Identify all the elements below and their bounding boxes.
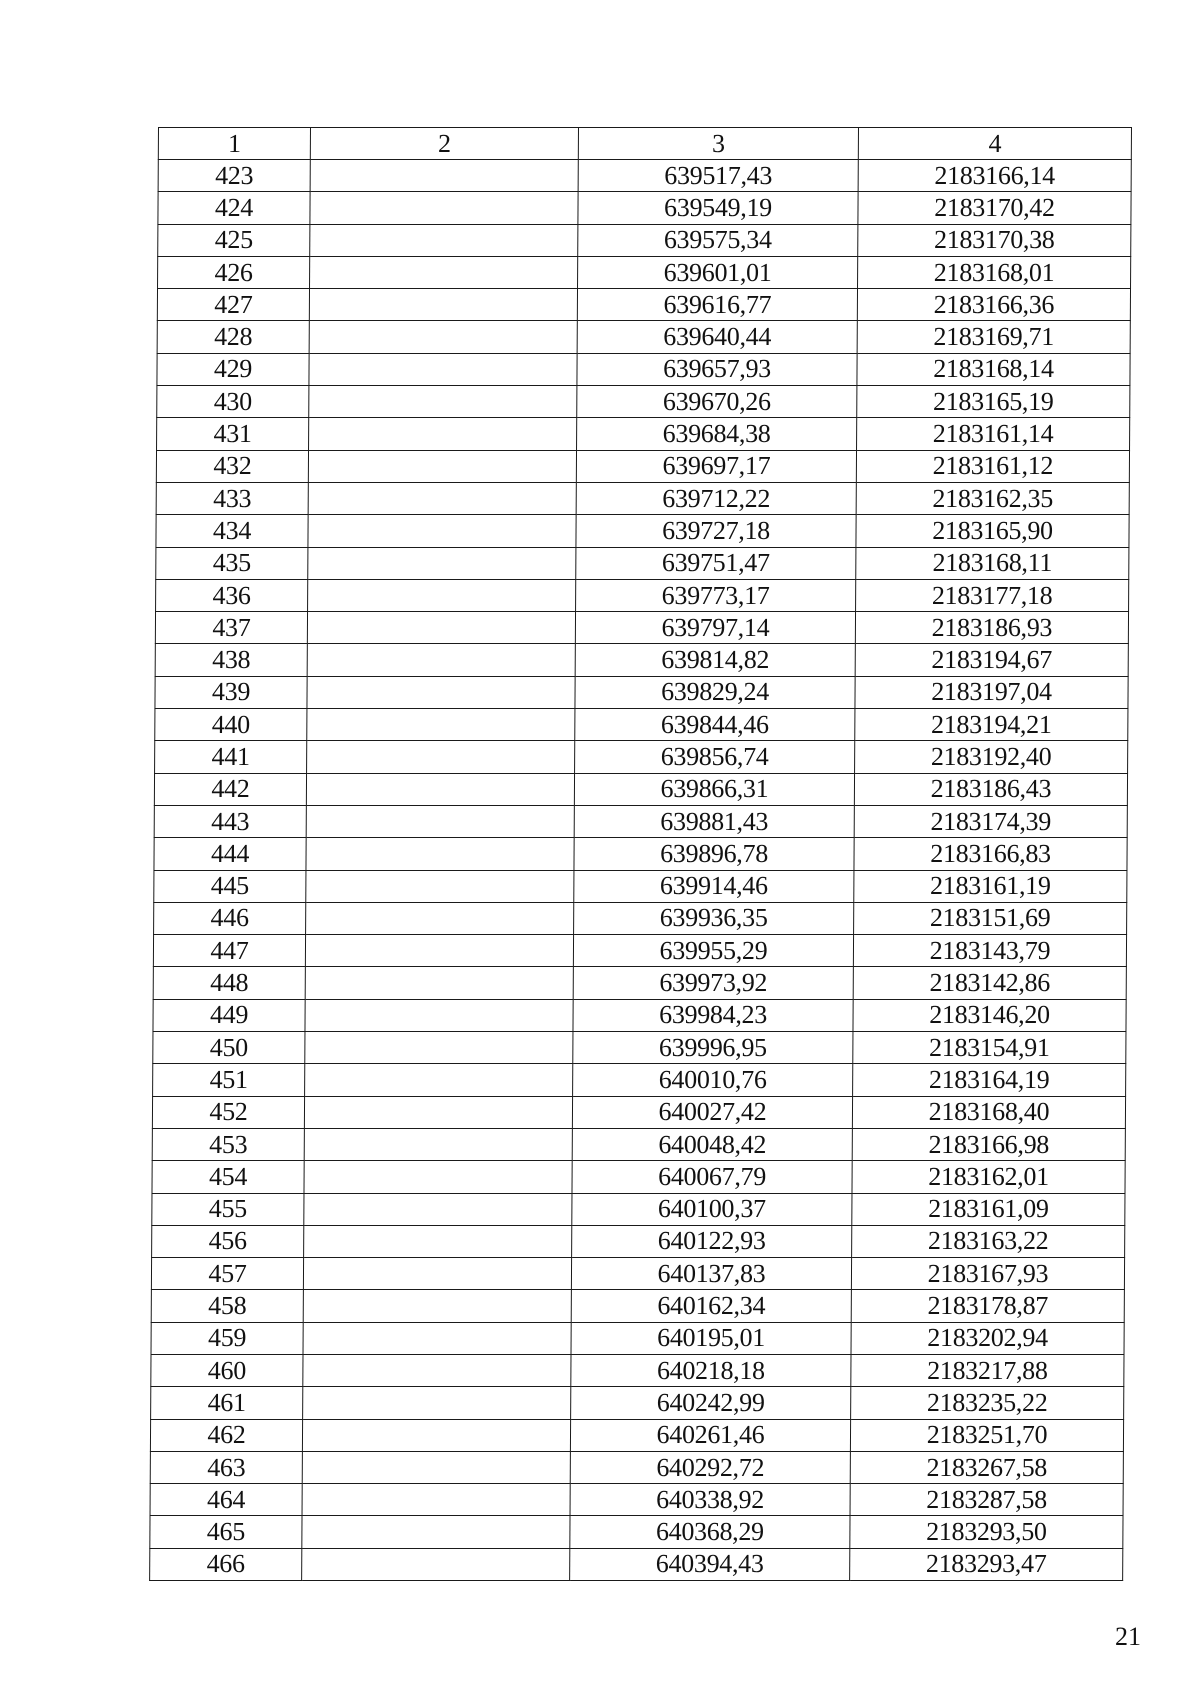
y-coordinate-cell: 2183217,88	[851, 1354, 1124, 1386]
y-coordinate-cell: 2183161,14	[857, 418, 1130, 450]
table-row	[152, 1096, 1125, 1128]
description-cell	[302, 1516, 570, 1548]
x-coordinate-cell: 640292,72	[570, 1451, 850, 1483]
x-coordinate-cell: 639973,92	[573, 967, 853, 999]
point-number-cell: 425	[158, 224, 310, 256]
description-cell	[303, 1322, 571, 1354]
description-cell	[310, 160, 578, 192]
table-row	[152, 1161, 1125, 1193]
coordinates-table	[149, 127, 1132, 1581]
point-number-cell: 432	[156, 450, 308, 482]
x-coordinate-cell: 640242,99	[571, 1387, 851, 1419]
description-cell	[307, 612, 575, 644]
point-number-cell: 465	[150, 1516, 302, 1548]
point-number-cell: 464	[150, 1484, 302, 1516]
table-row	[155, 644, 1128, 676]
description-cell	[304, 1225, 572, 1257]
point-number-cell: 453	[152, 1128, 304, 1160]
x-coordinate-cell: 639640,44	[577, 321, 857, 353]
x-coordinate-cell: 640122,93	[572, 1225, 852, 1257]
x-coordinate-cell: 640100,37	[572, 1193, 852, 1225]
y-coordinate-cell: 2183166,36	[857, 289, 1130, 321]
x-coordinate-cell: 639814,82	[575, 644, 855, 676]
point-number-cell: 433	[156, 482, 308, 514]
x-coordinate-cell: 639601,01	[578, 256, 858, 288]
x-coordinate-cell: 639773,17	[576, 579, 856, 611]
table-row	[153, 935, 1126, 967]
description-cell	[308, 547, 576, 579]
y-coordinate-cell: 2183168,40	[852, 1096, 1125, 1128]
table-header	[158, 128, 1131, 160]
description-cell	[306, 805, 574, 837]
description-cell	[302, 1548, 570, 1580]
x-coordinate-cell: 639996,95	[573, 1032, 853, 1064]
table-row	[152, 1128, 1125, 1160]
table-row	[155, 612, 1128, 644]
description-cell	[305, 1032, 573, 1064]
description-cell	[308, 579, 576, 611]
table-row	[157, 418, 1130, 450]
y-coordinate-cell: 2183293,47	[850, 1548, 1123, 1580]
y-coordinate-cell: 2183170,38	[858, 224, 1131, 256]
y-coordinate-cell: 2183197,04	[855, 676, 1128, 708]
point-number-cell: 461	[151, 1387, 303, 1419]
table-row	[154, 773, 1127, 805]
x-coordinate-cell: 639575,34	[578, 224, 858, 256]
table-row	[153, 967, 1126, 999]
y-coordinate-cell: 2183186,43	[854, 773, 1127, 805]
x-coordinate-cell: 639844,46	[575, 709, 855, 741]
y-coordinate-cell: 2183165,90	[856, 515, 1129, 547]
x-coordinate-cell: 640048,42	[572, 1128, 852, 1160]
point-number-cell: 445	[154, 870, 306, 902]
point-number-cell: 423	[158, 160, 310, 192]
description-cell	[305, 935, 573, 967]
x-coordinate-cell: 639896,78	[574, 838, 854, 870]
x-coordinate-cell: 639829,24	[575, 676, 855, 708]
table-row	[156, 482, 1129, 514]
point-number-cell: 451	[153, 1064, 305, 1096]
point-number-cell: 454	[152, 1161, 304, 1193]
x-coordinate-cell: 639866,31	[574, 773, 854, 805]
description-cell	[309, 418, 577, 450]
table-row	[156, 579, 1129, 611]
description-cell	[304, 1128, 572, 1160]
y-coordinate-cell: 2183168,14	[857, 353, 1130, 385]
x-coordinate-cell: 640261,46	[570, 1419, 850, 1451]
table-row	[157, 289, 1130, 321]
description-cell	[308, 515, 576, 547]
point-number-cell: 426	[158, 256, 310, 288]
description-cell	[302, 1484, 570, 1516]
table-row	[151, 1387, 1124, 1419]
point-number-cell: 437	[155, 612, 307, 644]
point-number-cell: 442	[154, 773, 306, 805]
x-coordinate-cell: 639881,43	[574, 805, 854, 837]
table-row	[156, 450, 1129, 482]
x-coordinate-cell: 639712,22	[576, 482, 856, 514]
x-coordinate-cell: 640218,18	[571, 1354, 851, 1386]
point-number-cell: 463	[150, 1451, 302, 1483]
table-row	[150, 1484, 1123, 1516]
y-coordinate-cell: 2183161,19	[854, 870, 1127, 902]
point-number-cell: 457	[151, 1258, 303, 1290]
y-coordinate-cell: 2183166,98	[852, 1128, 1125, 1160]
y-coordinate-cell: 2183168,11	[856, 547, 1129, 579]
table-row	[158, 192, 1131, 224]
table-row	[153, 1032, 1126, 1064]
y-coordinate-cell: 2183169,71	[857, 321, 1130, 353]
table-row	[154, 870, 1127, 902]
table-row	[152, 1225, 1125, 1257]
table-row	[157, 353, 1130, 385]
description-cell	[306, 902, 574, 934]
table-row	[151, 1322, 1124, 1354]
y-coordinate-cell: 2183161,09	[852, 1193, 1125, 1225]
description-cell	[307, 644, 575, 676]
point-number-cell: 459	[151, 1322, 303, 1354]
table-row	[156, 515, 1129, 547]
x-coordinate-cell: 639797,14	[575, 612, 855, 644]
y-coordinate-cell: 2183251,70	[850, 1419, 1123, 1451]
point-number-cell: 440	[155, 709, 307, 741]
x-coordinate-cell: 640338,92	[570, 1484, 850, 1516]
point-number-cell: 444	[154, 838, 306, 870]
table-row	[150, 1419, 1123, 1451]
table-row	[150, 1516, 1123, 1548]
x-coordinate-cell: 639856,74	[575, 741, 855, 773]
page-number: 21	[1115, 1622, 1141, 1651]
description-cell	[306, 838, 574, 870]
description-cell	[306, 773, 574, 805]
header-row	[158, 128, 1131, 160]
x-coordinate-cell: 639616,77	[577, 289, 857, 321]
y-coordinate-cell: 2183142,86	[853, 967, 1126, 999]
x-coordinate-cell: 639751,47	[576, 547, 856, 579]
description-cell	[309, 353, 577, 385]
table-row	[158, 224, 1131, 256]
point-number-cell: 427	[157, 289, 309, 321]
table-row	[158, 160, 1131, 192]
description-cell	[303, 1290, 571, 1322]
point-number-cell: 449	[153, 999, 305, 1031]
description-cell	[307, 741, 575, 773]
description-cell	[304, 1193, 572, 1225]
point-number-cell: 430	[157, 386, 309, 418]
y-coordinate-cell: 2183162,35	[856, 482, 1129, 514]
table-row	[150, 1548, 1123, 1580]
description-cell	[308, 450, 576, 482]
table-row	[153, 1064, 1126, 1096]
x-coordinate-cell: 639936,35	[574, 902, 854, 934]
y-coordinate-cell: 2183293,50	[850, 1516, 1123, 1548]
description-cell	[310, 192, 578, 224]
point-number-cell: 434	[156, 515, 308, 547]
table-row	[150, 1451, 1123, 1483]
x-coordinate-cell: 640394,43	[570, 1548, 850, 1580]
x-coordinate-cell: 639914,46	[574, 870, 854, 902]
y-coordinate-cell: 2183166,14	[858, 160, 1131, 192]
point-number-cell: 424	[158, 192, 310, 224]
x-coordinate-cell: 639984,23	[573, 999, 853, 1031]
description-cell	[310, 256, 578, 288]
column-header-4: 4	[858, 128, 1131, 160]
description-cell	[309, 386, 577, 418]
point-number-cell: 458	[151, 1290, 303, 1322]
table-body	[150, 160, 1132, 1581]
x-coordinate-cell: 640027,42	[572, 1096, 852, 1128]
point-number-cell: 462	[150, 1419, 302, 1451]
description-cell	[303, 1354, 571, 1386]
x-coordinate-cell: 639657,93	[577, 353, 857, 385]
point-number-cell: 446	[154, 902, 306, 934]
description-cell	[305, 1064, 573, 1096]
x-coordinate-cell: 640137,83	[571, 1258, 851, 1290]
point-number-cell: 439	[155, 676, 307, 708]
x-coordinate-cell: 640067,79	[572, 1161, 852, 1193]
table-row	[157, 386, 1130, 418]
y-coordinate-cell: 2183177,18	[856, 579, 1129, 611]
table-row	[155, 709, 1128, 741]
description-cell	[302, 1419, 570, 1451]
y-coordinate-cell: 2183287,58	[850, 1484, 1123, 1516]
column-header-3: 3	[578, 128, 858, 160]
description-cell	[306, 870, 574, 902]
column-header-1: 1	[158, 128, 310, 160]
table-row	[155, 741, 1128, 773]
table-row	[154, 838, 1127, 870]
point-number-cell: 455	[152, 1193, 304, 1225]
table-row	[155, 676, 1128, 708]
y-coordinate-cell: 2183164,19	[853, 1064, 1126, 1096]
description-cell	[307, 676, 575, 708]
description-cell	[303, 1258, 571, 1290]
y-coordinate-cell: 2183162,01	[852, 1161, 1125, 1193]
y-coordinate-cell: 2183151,69	[854, 902, 1127, 934]
point-number-cell: 466	[150, 1548, 302, 1580]
point-number-cell: 456	[152, 1225, 304, 1257]
x-coordinate-cell: 639670,26	[577, 386, 857, 418]
y-coordinate-cell: 2183166,83	[854, 838, 1127, 870]
x-coordinate-cell: 639517,43	[578, 160, 858, 192]
point-number-cell: 436	[156, 579, 308, 611]
table-row	[151, 1354, 1124, 1386]
y-coordinate-cell: 2183154,91	[853, 1032, 1126, 1064]
x-coordinate-cell: 639727,18	[576, 515, 856, 547]
description-cell	[305, 967, 573, 999]
point-number-cell: 443	[154, 805, 306, 837]
x-coordinate-cell: 639549,19	[578, 192, 858, 224]
y-coordinate-cell: 2183267,58	[850, 1451, 1123, 1483]
point-number-cell: 452	[152, 1096, 304, 1128]
x-coordinate-cell: 639955,29	[573, 935, 853, 967]
point-number-cell: 428	[157, 321, 309, 353]
description-cell	[303, 1387, 571, 1419]
x-coordinate-cell: 640162,34	[571, 1290, 851, 1322]
y-coordinate-cell: 2183194,67	[855, 644, 1128, 676]
table-row	[156, 547, 1129, 579]
table-row	[158, 256, 1131, 288]
table-row	[157, 321, 1130, 353]
table-row	[151, 1290, 1124, 1322]
table-row	[152, 1193, 1125, 1225]
y-coordinate-cell: 2183186,93	[855, 612, 1128, 644]
y-coordinate-cell: 2183143,79	[853, 935, 1126, 967]
x-coordinate-cell: 640368,29	[570, 1516, 850, 1548]
table-row	[154, 805, 1127, 837]
description-cell	[302, 1451, 570, 1483]
y-coordinate-cell: 2183174,39	[854, 805, 1127, 837]
point-number-cell: 447	[153, 935, 305, 967]
description-cell	[304, 1096, 572, 1128]
y-coordinate-cell: 2183192,40	[855, 741, 1128, 773]
column-header-2: 2	[310, 128, 578, 160]
point-number-cell: 441	[155, 741, 307, 773]
y-coordinate-cell: 2183202,94	[851, 1322, 1124, 1354]
point-number-cell: 448	[153, 967, 305, 999]
description-cell	[309, 289, 577, 321]
x-coordinate-cell: 639684,38	[577, 418, 857, 450]
x-coordinate-cell: 640195,01	[571, 1322, 851, 1354]
x-coordinate-cell: 639697,17	[576, 450, 856, 482]
y-coordinate-cell: 2183178,87	[851, 1290, 1124, 1322]
point-number-cell: 431	[157, 418, 309, 450]
y-coordinate-cell: 2183235,22	[851, 1387, 1124, 1419]
table-row	[153, 999, 1126, 1031]
point-number-cell: 460	[151, 1354, 303, 1386]
y-coordinate-cell: 2183170,42	[858, 192, 1131, 224]
description-cell	[309, 321, 577, 353]
y-coordinate-cell: 2183146,20	[853, 999, 1126, 1031]
table-row	[151, 1258, 1124, 1290]
description-cell	[307, 709, 575, 741]
y-coordinate-cell: 2183165,19	[857, 386, 1130, 418]
point-number-cell: 450	[153, 1032, 305, 1064]
point-number-cell: 438	[155, 644, 307, 676]
point-number-cell: 435	[156, 547, 308, 579]
y-coordinate-cell: 2183161,12	[856, 450, 1129, 482]
table-row	[154, 902, 1127, 934]
y-coordinate-cell: 2183163,22	[852, 1225, 1125, 1257]
y-coordinate-cell: 2183168,01	[858, 256, 1131, 288]
x-coordinate-cell: 640010,76	[573, 1064, 853, 1096]
description-cell	[305, 999, 573, 1031]
description-cell	[304, 1161, 572, 1193]
point-number-cell: 429	[157, 353, 309, 385]
y-coordinate-cell: 2183167,93	[851, 1258, 1124, 1290]
description-cell	[310, 224, 578, 256]
description-cell	[308, 482, 576, 514]
y-coordinate-cell: 2183194,21	[855, 709, 1128, 741]
